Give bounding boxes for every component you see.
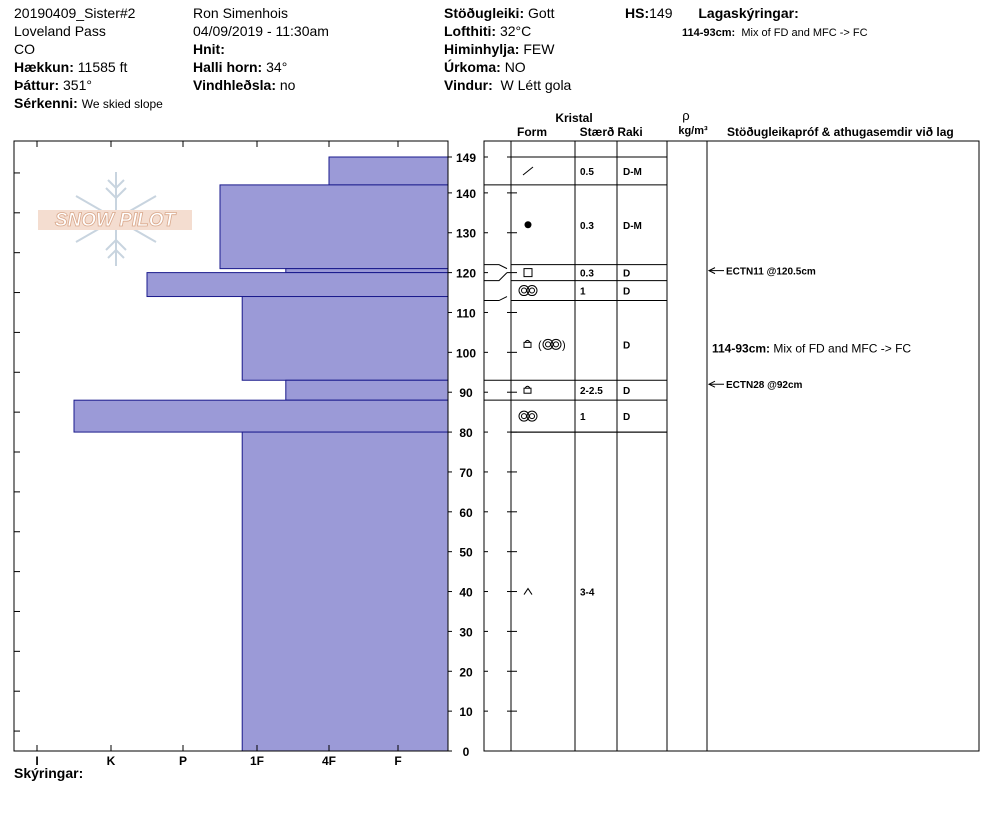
size-header: Stærð: [579, 125, 615, 139]
depth-tick-label: 60: [459, 505, 473, 520]
grain-moisture: D: [623, 386, 631, 398]
paren-open: (: [538, 339, 542, 352]
features-label: Sérkenni:: [14, 95, 78, 111]
depth-tick-label: 10: [459, 705, 473, 720]
layer-connector: [484, 297, 507, 301]
box-mark: [524, 388, 531, 393]
depth-tick-label: 20: [459, 665, 473, 680]
elevation-label: Hækkun:: [14, 59, 74, 75]
depth-tick-label: 30: [459, 625, 473, 640]
wind-label: Vindur:: [444, 77, 493, 93]
profile-name: 20190409_Sister#2: [14, 5, 136, 21]
grain-moisture: D: [623, 340, 631, 352]
grain-size: 0.3: [580, 268, 594, 280]
wind-loading-value: no: [279, 77, 296, 93]
ring-inner: [546, 342, 551, 347]
depth-tick-label: 149: [455, 151, 477, 165]
hardness-bar: [286, 269, 448, 273]
grain-size: 1: [580, 412, 586, 424]
form-header: Form: [517, 125, 547, 139]
depth-tick-label: 50: [459, 545, 473, 560]
aspect-value: 351°: [63, 77, 92, 93]
wind-value: W Létt gola: [500, 77, 572, 93]
depth-tick-label: 40: [459, 585, 473, 600]
stability-test-comment: ECTN28 @92cm: [726, 380, 803, 392]
grain-moisture: D: [623, 412, 631, 424]
precip-value: NO: [504, 59, 526, 75]
hardness-bar: [220, 185, 448, 269]
depth-tick-label: 110: [456, 306, 476, 321]
ring-inner: [522, 288, 527, 293]
precip-label: Úrkoma:: [444, 59, 501, 75]
box-double-ring-icon: [524, 339, 566, 351]
layer-connector: [484, 265, 507, 269]
sky-label: Himinhylja:: [444, 41, 520, 57]
datetime: 04/09/2019 - 11:30am: [193, 23, 329, 39]
ring-inner: [530, 414, 535, 419]
hardness-bar: [242, 297, 448, 381]
wind-loading-label: Vindhleðsla:: [193, 77, 276, 93]
slash-icon: [523, 167, 533, 175]
caret-mark: [524, 589, 532, 595]
logo-text: SNOW PILOT: [54, 210, 176, 231]
depth-tick-label: 100: [455, 346, 477, 361]
elevation-value: 11585 ft: [77, 59, 128, 75]
coords-label: Hnit:: [193, 41, 225, 57]
slash-stroke: [523, 167, 533, 175]
depth-tick-label: 120: [455, 266, 477, 281]
box-icon: [524, 386, 531, 393]
hardness-tick-label: 4F: [321, 754, 337, 768]
stability-comments: [709, 267, 911, 392]
layer-comment: [712, 341, 911, 355]
grain-moisture: D-M: [623, 220, 642, 232]
ring-inner: [530, 288, 535, 293]
hardness-bar: [147, 273, 448, 297]
hardness-tick-label: P: [178, 754, 188, 768]
kristal-header: Kristal: [555, 111, 593, 125]
grain-moisture: D-M: [623, 166, 642, 178]
slope-value: 34°: [266, 59, 288, 75]
hs-label: HS:: [625, 5, 650, 21]
layer-note-range: 114-93cm:: [682, 27, 736, 39]
snowpilot-logo: [38, 172, 192, 266]
double-ring-icon: [519, 286, 537, 296]
hardness-bar: [74, 400, 448, 432]
grain-size: 2-2.5: [580, 386, 603, 398]
grain-moisture: D: [623, 286, 631, 298]
layer-comment-text: Mix of FD and MFC -> FC: [773, 341, 912, 356]
hs-value: 149: [649, 5, 673, 21]
depth-tick-label: 90: [459, 386, 473, 401]
depth-tick-label: 130: [455, 226, 477, 241]
depth-tick-label: 0: [462, 745, 470, 759]
layer-comment-range: 114-93cm:: [712, 341, 774, 356]
moisture-header: Raki: [617, 125, 643, 139]
air-temp-label: Lofthiti:: [444, 23, 497, 39]
slope-label: Halli horn:: [193, 59, 263, 75]
hardness-tick-label: K: [106, 754, 116, 768]
depth-tick-label: 140: [455, 186, 477, 201]
grain-moisture: D: [623, 268, 631, 280]
box-mark: [524, 342, 531, 347]
depth-tick-label: 80: [459, 426, 473, 441]
grain-size: 0.3: [580, 220, 594, 232]
sky-value: FEW: [523, 41, 555, 57]
ring-inner: [522, 414, 527, 419]
density-unit: kg/m³: [678, 125, 708, 137]
grain-size: 0.5: [580, 166, 594, 178]
state: CO: [14, 41, 35, 57]
hardness-bars: [74, 157, 448, 751]
comments-header: Stöðugleikapróf & athugasemdir við lag: [727, 125, 954, 139]
table-frame: [484, 141, 979, 751]
ring-inner: [554, 342, 559, 347]
stability-label: Stöðugleiki:: [444, 5, 525, 21]
density-symbol: ρ: [682, 108, 690, 123]
hardness-tick-label: F: [394, 754, 402, 768]
hardness-tick-label: I: [35, 754, 39, 768]
grain-size: 1: [580, 286, 586, 298]
square-mark: [524, 269, 532, 277]
dot-mark: [525, 221, 532, 228]
stability-value: Gott: [528, 5, 555, 21]
caret-icon: [524, 589, 532, 595]
features-value: We skied slope: [81, 97, 163, 111]
layer-connector: [484, 273, 507, 281]
grain-size: 3-4: [580, 587, 595, 599]
footer-label: Skýringar:: [14, 765, 84, 781]
hardness-bar: [242, 432, 448, 751]
depth-tick-label: 70: [459, 465, 473, 480]
location: Loveland Pass: [14, 23, 106, 39]
square-icon: [524, 269, 532, 277]
hardness-bar: [286, 380, 448, 400]
layer-notes-label: Lagaskýringar:: [698, 5, 799, 21]
paren-close: ): [562, 339, 566, 352]
air-temp-value: 32°C: [499, 23, 532, 39]
aspect-label: Þáttur:: [14, 77, 60, 93]
double-ring-icon: [519, 411, 537, 421]
top-ticks: [37, 141, 398, 147]
observer: Ron Simenhois: [193, 5, 288, 21]
hardness-tick-label: 1F: [249, 754, 265, 768]
layer-note-text: Mix of FD and MFC -> FC: [741, 27, 868, 39]
stability-test-comment: ECTN11 @120.5cm: [726, 266, 816, 278]
hardness-bar: [329, 157, 448, 185]
dot-icon: [525, 221, 532, 228]
